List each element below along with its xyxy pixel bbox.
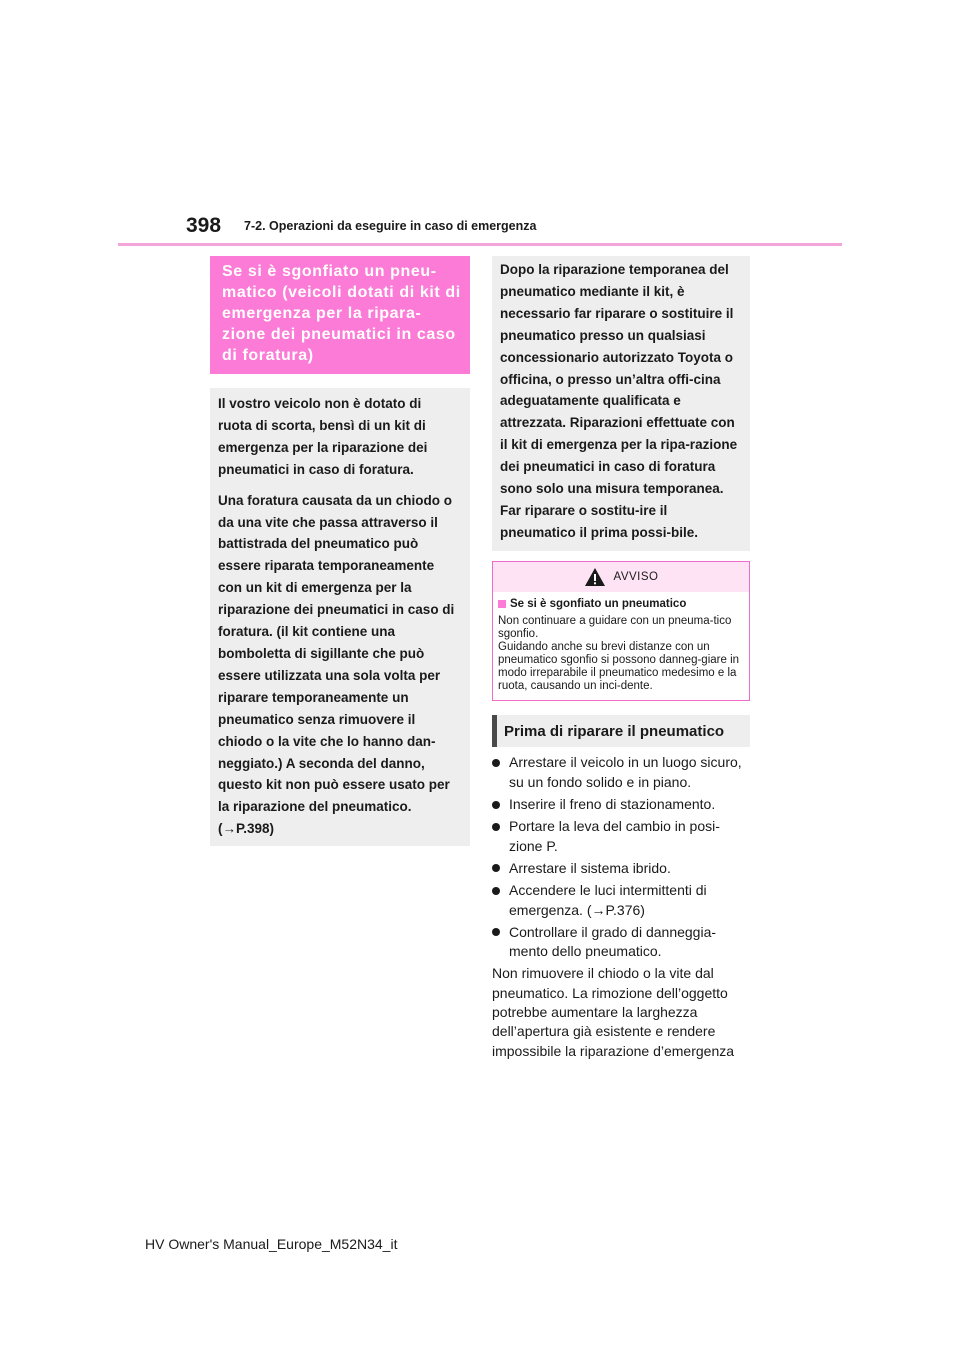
warning-paragraph-2: Guidando anche su brevi distanze con un pneumatico sgonfio si possono danneg-giare in modo irreparabile il pneumatico medesimo e la ruota, causando un inci-dente. bbox=[498, 641, 740, 693]
step-item: Inserire il freno di stazionamento. bbox=[492, 795, 750, 814]
square-bullet-icon bbox=[498, 600, 506, 608]
repair-notice-box bbox=[492, 256, 750, 551]
closing-text: Non rimuovere il chiodo o la vite dal pneumatico. La rimozione dell’oggetto potrebbe aumentare la larghezza dell’apertura già esistente e rendere impossibile la riparazione d’emergenza bbox=[492, 965, 735, 1059]
page-number: 398 bbox=[186, 214, 222, 237]
header-rule bbox=[118, 243, 842, 246]
section-title: 7-2. Operazioni da eseguire in caso di emergenza bbox=[244, 219, 537, 233]
warning-subheading-text: Se si è sgonfiato un pneumatico bbox=[510, 597, 687, 610]
intro-box bbox=[210, 388, 470, 846]
flat-tire-title: Se si è sgonfiato un pneu-matico (veicoli dotati di kit di emergenza per la ripara-zione dei pneumatici in caso di foratura) bbox=[210, 256, 470, 374]
step-item: Controllare il grado di danneggia-mento dello pneumatico. bbox=[492, 923, 750, 962]
warning-label: AVVISO bbox=[613, 570, 659, 583]
before-repair-heading: Prima di riparare il pneumatico bbox=[492, 715, 750, 747]
warning-subheading bbox=[498, 598, 743, 611]
warning-header bbox=[493, 562, 749, 592]
warning-box bbox=[492, 561, 750, 702]
repair-notice-text: Dopo la riparazione temporanea del pneumatico mediante il kit, è necessario far riparare o sostituire il pneumatico presso un qualsiasi concessionario autorizzato Toyota o officina, o presso un’altra offi-cina adeguatamente qualificata e attrezzata. Riparazioni effettuate con il kit di emergenza per la ripa-razione dei pneumatici in caso di foratura sono solo una misura temporanea. Far riparare o sostitu-ire il pneumatico il prima possi-bile. bbox=[500, 262, 738, 540]
step-item: Arrestare il sistema ibrido. bbox=[492, 859, 750, 878]
step-item: Arrestare il veicolo in un luogo sicuro, su un fondo solido e in piano. bbox=[492, 753, 750, 792]
left-column bbox=[210, 256, 470, 846]
intro-paragraph-2: Una foratura causata da un chiodo o da una vite che passa attraverso il battistrada del pneumatico può essere riparata temporaneamente con un kit di emergenza per la riparazione dei pneumatici in caso di foratura. (il kit contiene una bomboletta di sigillante che può essere utilizzata una sola volta per riparare temporaneamente un pneumatico senza rimuovere il chiodo o la vite che lo hanno dan-neggiato.) A seconda del danno, questo kit non può essere usato per la riparazione del pneumatico. (→P.398) bbox=[218, 492, 455, 837]
warning-triangle-icon bbox=[584, 567, 606, 587]
step-list bbox=[492, 753, 750, 961]
step-item: Portare la leva del cambio in posi-zione P. bbox=[492, 817, 750, 856]
intro-paragraph-1: Il vostro veicolo non è dotato di ruota di scorta, bensì di un kit di emergenza per la riparazione dei pneumatici in caso di foratura. bbox=[218, 396, 428, 477]
warning-body bbox=[493, 592, 749, 701]
warning-paragraph-1: Non continuare a guidare con un pneuma-tico sgonfio. bbox=[498, 614, 732, 640]
footer-text: HV Owner's Manual_Europe_M52N34_it bbox=[145, 1236, 398, 1252]
right-column bbox=[492, 256, 750, 1061]
step-item: Accendere le luci intermittenti di emergenza. (→P.376) bbox=[492, 881, 750, 920]
